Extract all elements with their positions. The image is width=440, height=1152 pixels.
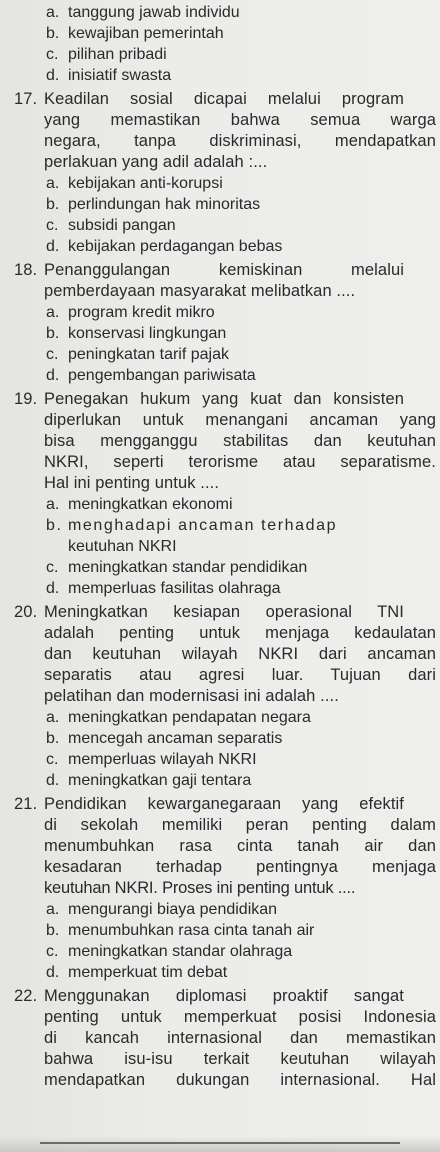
option-c: c. pilihan pribadi xyxy=(46,46,167,63)
option-b: b. perlindungan hak minoritas xyxy=(46,196,261,213)
question-text-line: pelatihan dan modernisasi ini adalah .... xyxy=(44,687,339,705)
question-text-line: di sekolah memiliki peran penting dalam xyxy=(44,816,436,834)
question-20 xyxy=(0,602,440,791)
option-b: b. konservasi lingkungan xyxy=(46,325,227,342)
question-22 xyxy=(0,986,440,1091)
question-text-line: perlakuan yang adil adalah :... xyxy=(44,153,268,171)
question-18 xyxy=(0,260,440,386)
question-text-line: dan keutuhan wilayah NKRI dari ancaman xyxy=(44,645,436,663)
option-d: d. inisiatif swasta xyxy=(46,67,172,84)
question-text-line: di kancah internasional dan memastikan xyxy=(44,1029,436,1047)
question-first-line: 19. Penegakan hukum yang kuat dan konsisten xyxy=(14,390,404,408)
option-c: c. meningkatkan standar pendidikan xyxy=(46,559,308,576)
question-number: 22. xyxy=(14,987,38,1005)
option-b: b. menghadapi ancaman terhadap xyxy=(46,517,338,534)
question-number: 19. xyxy=(14,390,38,408)
question-text-line: yang memastikan bahwa semua warga xyxy=(44,111,436,129)
option-a: a. meningkatkan ekonomi xyxy=(46,496,233,513)
question-first-line: 22. Menggunakan diplomasi proaktif sangat xyxy=(14,987,404,1005)
question-text-line: menumbuhkan rasa cinta tanah air dan xyxy=(44,837,436,855)
page-bottom-rule xyxy=(40,1142,400,1144)
question-text-line: pemberdayaan masyarakat melibatkan .... xyxy=(44,282,356,300)
option-b: b. kewajiban pemerintah xyxy=(46,25,224,42)
option-d: d. memperluas fasilitas olahraga xyxy=(46,580,281,597)
question-text-line: penting untuk memperkuat posisi Indonesia xyxy=(44,1008,436,1026)
question-number: 17. xyxy=(14,90,38,108)
question-text-line: separatis atau agresi luar. Tujuan dari xyxy=(44,666,436,684)
option-d: d. pengembangan pariwisata xyxy=(46,367,256,384)
question-number: 21. xyxy=(14,795,38,813)
question-text-line: bahwa isu-isu terkait keutuhan wilayah xyxy=(44,1050,436,1068)
option-d: d. meningkatkan gaji tentara xyxy=(46,772,252,789)
question-text-line: NKRI, seperti terorisme atau separatisme. xyxy=(44,453,436,471)
question-text-line: negara, tanpa diskriminasi, mendapatkan xyxy=(44,132,436,150)
question-text-line: kesadaran terhadap pentingnya menjaga xyxy=(44,858,436,876)
question-text-line: bisa mengganggu stabilitas dan keutuhan xyxy=(44,432,436,450)
option-a: a. tanggung jawab individu xyxy=(46,4,240,21)
option-d: d. kebijakan perdagangan bebas xyxy=(46,238,283,255)
question-text-line: mendapatkan dukungan internasional. Hal xyxy=(44,1071,436,1089)
option-c: c. peningkatan tarif pajak xyxy=(46,346,229,363)
previous-question-options xyxy=(0,2,440,86)
page-edge-shadow xyxy=(0,1136,440,1152)
option-a: a. kebijakan anti-korupsi xyxy=(46,175,223,192)
question-text-line: diperlukan untuk menangani ancaman yang xyxy=(44,411,436,429)
option-c: c. memperluas wilayah NKRI xyxy=(46,751,257,768)
option-c: c. subsidi pangan xyxy=(46,217,176,234)
question-number: 18. xyxy=(14,261,38,279)
question-first-line: 20. Meningkatkan kesiapan operasional TNI xyxy=(14,603,404,621)
question-text-line: Hal ini penting untuk .... xyxy=(44,474,220,492)
option-a: a. mengurangi biaya pendidikan xyxy=(46,901,278,918)
option-b: b. menumbuhkan rasa cinta tanah air xyxy=(46,922,315,939)
question-text-line: keutuhan NKRI. Proses ini penting untuk .... xyxy=(44,879,356,897)
question-17 xyxy=(0,89,440,257)
question-number: 20. xyxy=(14,603,38,621)
option-a: a. program kredit mikro xyxy=(46,304,215,321)
question-first-line: 18. Penanggulangan kemiskinan melalui xyxy=(14,261,404,279)
option-d: d. memperkuat tim debat xyxy=(46,964,228,981)
question-21 xyxy=(0,794,440,983)
question-first-line: 17. Keadilan sosial dicapai melalui program xyxy=(14,90,404,108)
option-b-continuation: keutuhan NKRI xyxy=(68,538,177,555)
option-a: a. meningkatkan pendapatan negara xyxy=(46,709,311,726)
question-19 xyxy=(0,389,440,599)
option-c: c. meningkatkan standar olahraga xyxy=(46,943,293,960)
question-first-line: 21. Pendidikan kewarganegaraan yang efektif xyxy=(14,795,404,813)
option-b: b. mencegah ancaman separatis xyxy=(46,730,283,747)
question-text-line: adalah penting untuk menjaga kedaulatan xyxy=(44,624,436,642)
